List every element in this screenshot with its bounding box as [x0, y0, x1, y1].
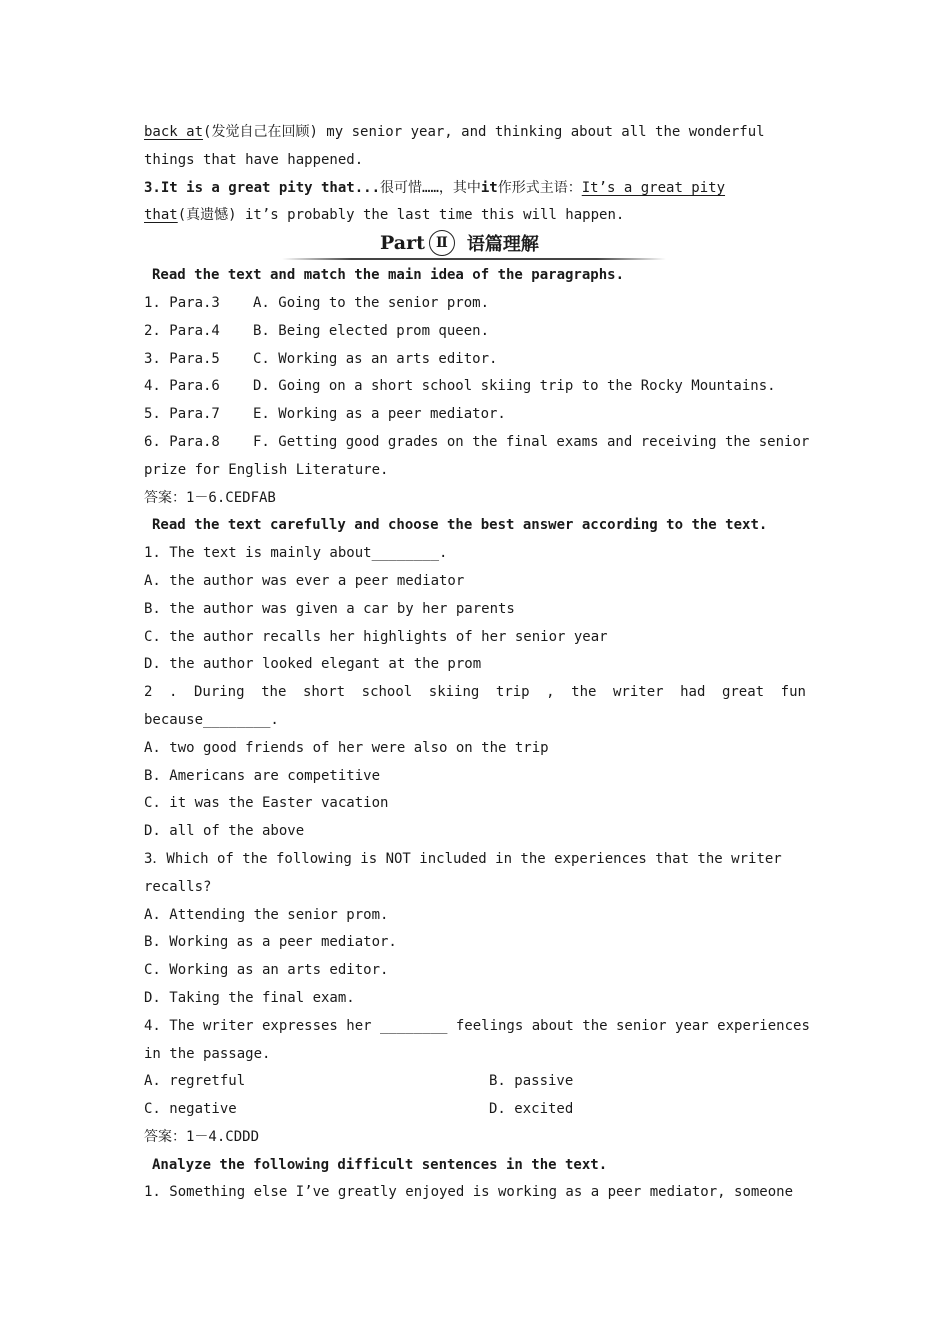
- question-1: 1. The text is mainly about________.: [144, 545, 448, 562]
- document-page: [144, 119, 810, 1207]
- option: B. the author was given a car by her parents: [144, 600, 515, 617]
- option: B. Americans are competitive: [144, 767, 381, 784]
- underlined-phrase: back at: [144, 124, 204, 140]
- part-chinese-title: 语篇理解: [466, 234, 539, 256]
- option: C. Working as an arts editor.: [144, 962, 389, 979]
- option-row: [144, 1068, 806, 1096]
- option: A. regretful: [144, 1073, 246, 1090]
- header-rule: [282, 258, 666, 260]
- key-phrase: It is a great pity that...: [160, 179, 381, 196]
- section1-answer: 答案：1－6.CEDFAB: [144, 489, 276, 506]
- intro-line-4: that(真遗憾) it’s probably the last time this will happen.: [144, 207, 625, 224]
- option: C. negative: [144, 1101, 237, 1118]
- section2-instruction: Read the text carefully and choose the best answer according to the text.: [152, 517, 768, 534]
- intro-line-2: things that have happened.: [144, 151, 364, 168]
- question-4-continued: in the passage.: [144, 1045, 271, 1062]
- option: B. Working as a peer mediator.: [144, 934, 397, 951]
- option: A. two good friends of her were also on the trip: [144, 739, 549, 756]
- question-2: 2 . During the short school skiing trip , the writer had great fun: [144, 684, 806, 701]
- match-item: 1. Para.3 A. Going to the senior prom.: [144, 294, 490, 311]
- section3-instruction: Analyze the following difficult sentences in the text.: [152, 1156, 608, 1173]
- underlined-phrase: that: [144, 207, 178, 224]
- sentence-1: 1. Something else I’ve greatly enjoyed is working as a peer mediator, someone: [144, 1184, 794, 1201]
- match-item: 6. Para.8 F. Getting good grades on the final exams and receiving the senior: [144, 433, 810, 450]
- option: B. passive: [489, 1073, 574, 1090]
- match-item: 3. Para.5 C. Working as an arts editor.: [144, 350, 498, 367]
- part-header: [144, 230, 806, 262]
- match-item-continued: prize for English Literature.: [144, 461, 389, 478]
- question-2-continued: because________.: [144, 711, 279, 728]
- option: A. the author was ever a peer mediator: [144, 572, 465, 589]
- match-item: 2. Para.4 B. Being elected prom queen.: [144, 322, 490, 339]
- option: A. Attending the senior prom.: [144, 906, 389, 923]
- question-3-continued: recalls?: [144, 878, 212, 895]
- match-item: 5. Para.7 E. Working as a peer mediator.: [144, 406, 506, 423]
- roman-numeral-badge: Ⅱ: [429, 230, 455, 256]
- option: D. the author looked elegant at the prom: [144, 656, 482, 673]
- match-item: 4. Para.6 D. Going on a short school skiing trip to the Rocky Mountains.: [144, 378, 776, 395]
- option: C. it was the Easter vacation: [144, 795, 389, 812]
- section2-answer: 答案：1－4.CDDD: [144, 1128, 260, 1145]
- match-list: [144, 290, 810, 485]
- option: D. excited: [489, 1101, 574, 1118]
- question-4: 4. The writer expresses her ________ feelings about the senior year experiences: [144, 1017, 810, 1034]
- part-title: Part Ⅱ 语篇理解: [380, 232, 539, 256]
- option: D. Taking the final exam.: [144, 989, 355, 1006]
- option-row: [144, 1096, 806, 1124]
- option: D. all of the above: [144, 823, 305, 840]
- section1-instruction: Read the text and match the main idea of the paragraphs.: [152, 267, 625, 284]
- intro-line-1: back at(发觉自己在回顾) my senior year, and thinking about all the wonderful: [144, 124, 765, 140]
- intro-line-3: 3.It is a great pity that...很可惜……，其中it作形式主语：It’s a great pity: [144, 179, 726, 196]
- option: C. the author recalls her highlights of her senior year: [144, 628, 608, 645]
- question-3: 3．Which of the following is NOT included in the experiences that the writer: [144, 850, 782, 867]
- underlined-phrase: It’s a great pity: [581, 179, 726, 196]
